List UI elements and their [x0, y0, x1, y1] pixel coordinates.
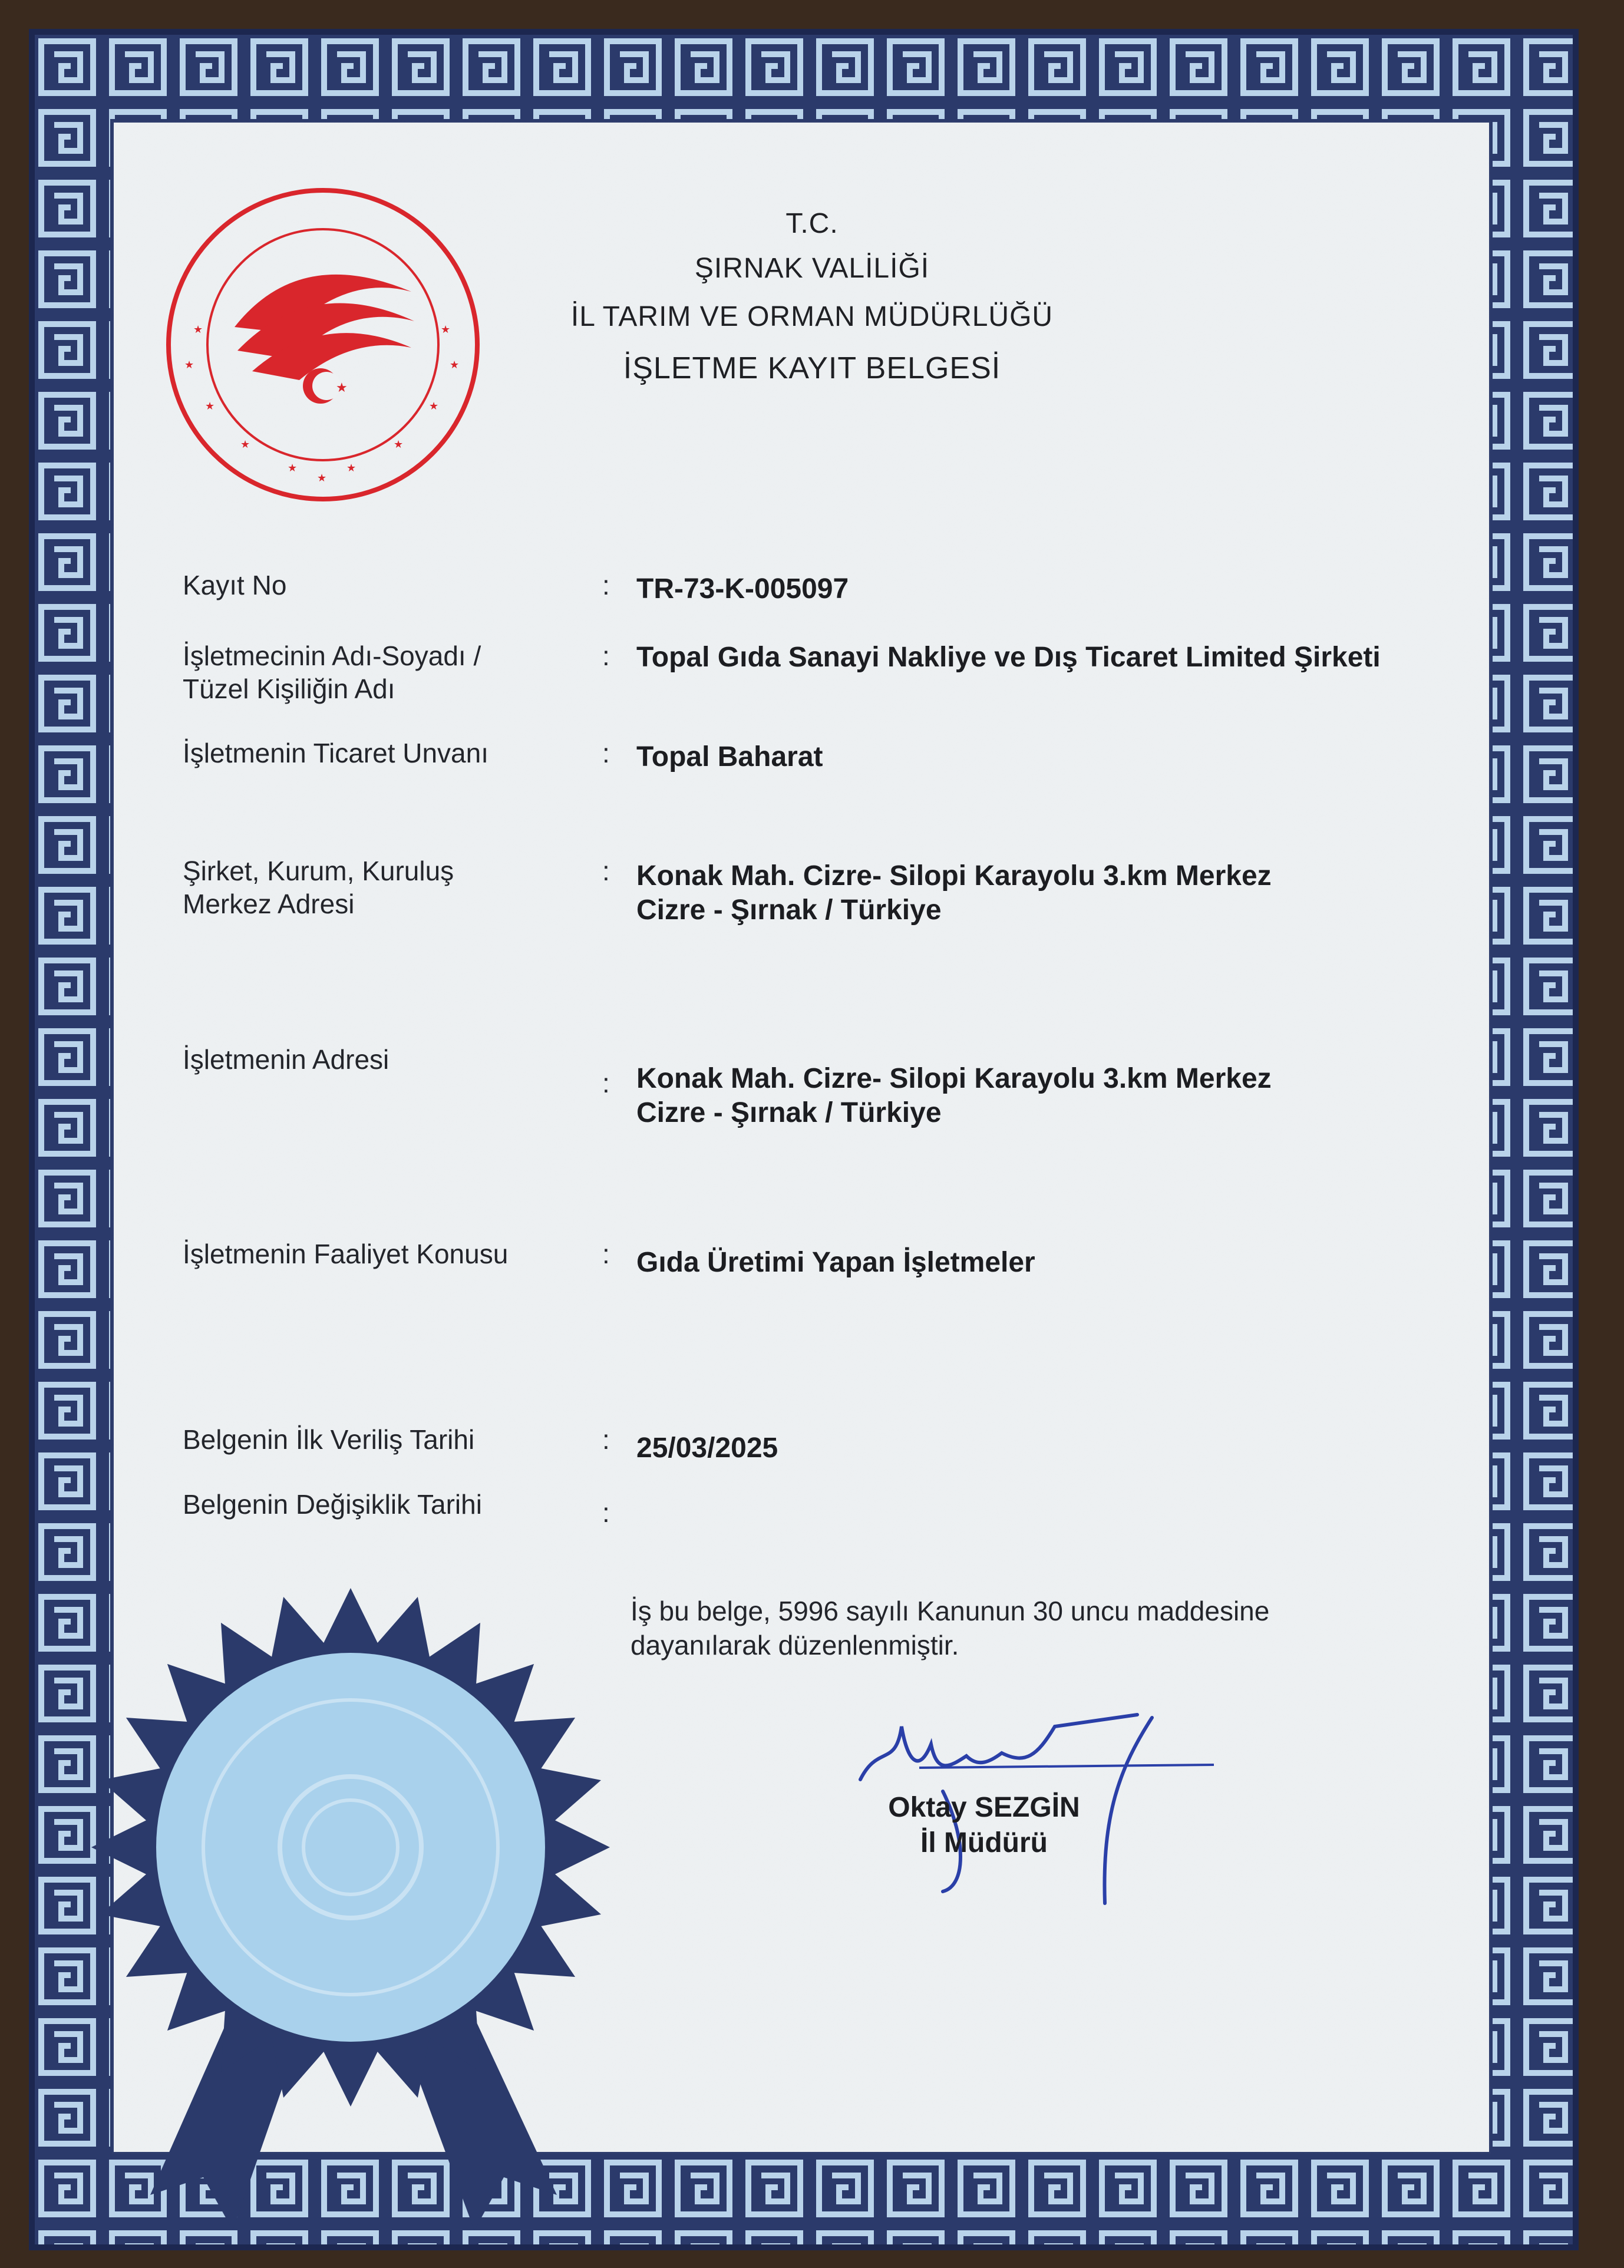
field-value: Topal Gıda Sanayi Nakliye ve Dış Ticaret Limited Şirketi: [636, 642, 1381, 673]
field-label: İşletmenin Faaliyet Konusu: [183, 1239, 509, 1269]
svg-text:★: ★: [346, 462, 357, 474]
field-colon: :: [602, 856, 610, 886]
signatory: [819, 1790, 1149, 1861]
field-value: Gıda Üretimi Yapan İşletmeler: [636, 1247, 1035, 1278]
header-directorate: İL TARIM VE ORMAN MÜDÜRLÜĞÜ: [570, 301, 1054, 332]
field-value: Konak Mah. Cizre- Silopi Karayolu 3.km Merkez Cizre - Şırnak / Türkiye: [636, 860, 1272, 926]
svg-text:★: ★: [336, 380, 348, 395]
field-colon: :: [602, 1497, 610, 1528]
field-label: İşletmecinin Adı-Soyadı / Tüzel Kişiliğin Adı: [183, 641, 481, 704]
field-label: Belgenin Değişiklik Tarihi: [183, 1489, 482, 1520]
field-colon: :: [602, 738, 610, 768]
svg-text:★: ★: [240, 438, 250, 450]
field-colon: :: [602, 1239, 610, 1269]
svg-text:★: ★: [184, 359, 194, 371]
field-colon: :: [602, 1068, 610, 1098]
field-label: İşletmenin Ticaret Unvanı: [183, 738, 489, 768]
document-title: İŞLETME KAYIT BELGESİ: [623, 351, 1001, 385]
field-value: Konak Mah. Cizre- Silopi Karayolu 3.km Merkez Cizre - Şırnak / Türkiye: [636, 1063, 1272, 1128]
header-governorship: ŞIRNAK VALİLİĞİ: [694, 253, 930, 284]
field-value: TR-73-K-005097: [636, 573, 849, 605]
header-tc: T.C.: [785, 208, 839, 239]
field-colon: :: [602, 641, 610, 671]
svg-text:★: ★: [394, 438, 404, 450]
field-colon: :: [602, 570, 610, 600]
svg-text:★: ★: [193, 323, 203, 335]
svg-text:★: ★: [317, 472, 327, 484]
signatory-name: Oktay SEZGİN: [888, 1792, 1080, 1823]
field-label: Şirket, Kurum, Kuruluş Merkez Adresi: [183, 856, 454, 919]
svg-text:★: ★: [429, 400, 439, 412]
svg-text:★: ★: [441, 323, 451, 335]
field-value: 25/03/2025: [636, 1432, 778, 1464]
field-label: Kayıt No: [183, 570, 287, 600]
svg-text:★: ★: [288, 462, 298, 474]
svg-text:★: ★: [205, 400, 215, 412]
field-value: Topal Baharat: [636, 741, 823, 772]
field-label: Belgenin İlk Veriliş Tarihi: [183, 1424, 475, 1455]
legal-statement: İş bu belge, 5996 sayılı Kanunun 30 uncu maddesine dayanılarak düzenlenmiştir.: [631, 1596, 1270, 1660]
signatory-title: İl Müdürü: [920, 1827, 1048, 1858]
field-colon: :: [602, 1424, 610, 1455]
svg-text:★: ★: [450, 359, 460, 371]
field-label: İşletmenin Adresi: [183, 1044, 390, 1075]
